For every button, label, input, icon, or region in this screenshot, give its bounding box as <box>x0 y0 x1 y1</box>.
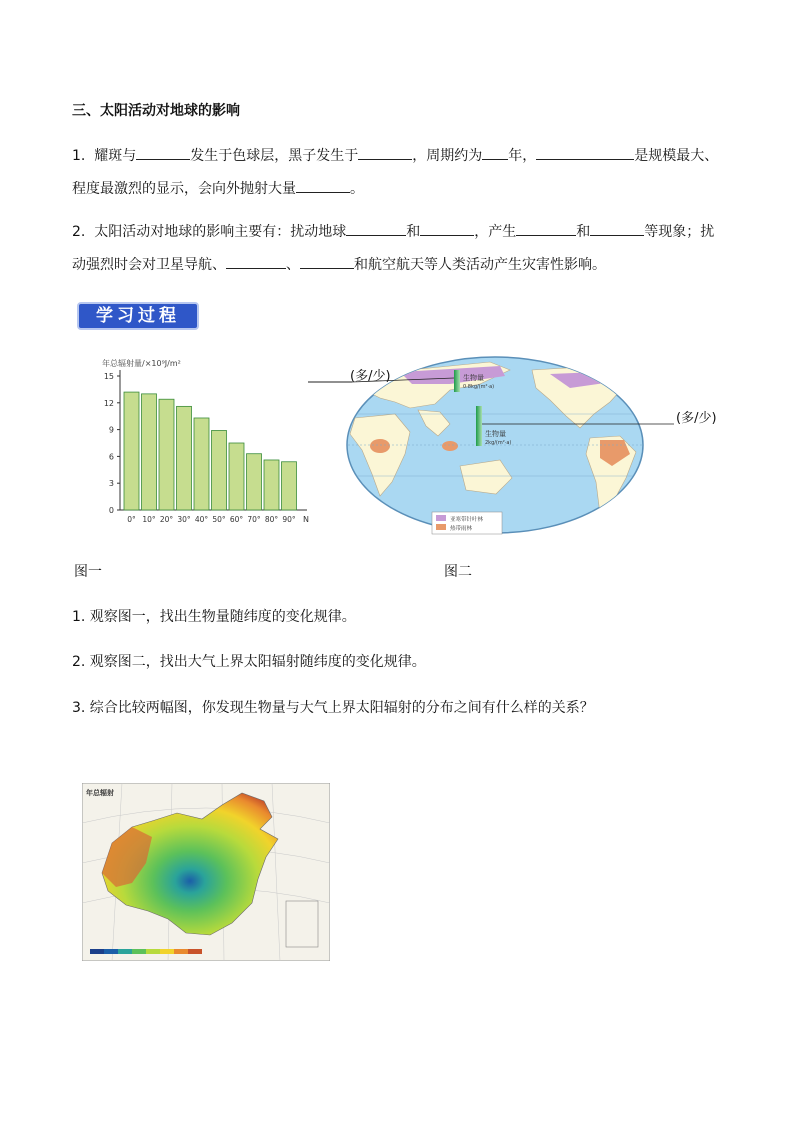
blank[interactable] <box>296 176 350 193</box>
blank[interactable] <box>136 143 190 160</box>
color-scale <box>90 949 202 954</box>
y-tick-label: 0 <box>108 506 114 515</box>
bar <box>159 399 174 510</box>
answer-label-south[interactable]: (多/少) <box>676 411 717 426</box>
q2-text: 等现象；扰 <box>644 224 715 240</box>
x-tick-label: 10° <box>142 515 156 524</box>
question-2: 2. 观察图二，找出大气上界太阳辐射随纬度的变化规律。 <box>72 654 426 670</box>
x-tick-label: 30° <box>177 515 191 524</box>
radiation-bar-chart <box>94 352 324 530</box>
blank[interactable] <box>226 252 286 269</box>
fill-question-1 <box>72 140 732 206</box>
q1-text: 是规模最大、 <box>634 148 719 164</box>
figure-1-caption: 图一 <box>74 564 102 580</box>
y-tick-label: 6 <box>108 452 114 462</box>
legend-swatch-boreal <box>436 515 446 521</box>
blank[interactable] <box>516 219 576 236</box>
blank[interactable] <box>536 143 634 160</box>
x-tick-label: 70° <box>247 515 261 524</box>
y-tick-label: 3 <box>108 479 114 489</box>
q2-text: 和 <box>406 224 421 240</box>
biomass-bar-south-label: 生物量 <box>485 430 506 438</box>
study-process-badge: 学习过程 <box>77 302 199 330</box>
x-tick-label: 90° <box>282 515 296 524</box>
bar <box>229 443 244 510</box>
question-1: 1. 观察图一，找出生物量随纬度的变化规律。 <box>72 609 356 625</box>
q2-text: ，产生 <box>474 224 517 240</box>
bar <box>177 406 192 510</box>
bar <box>142 394 157 510</box>
x-tick-label: 50° <box>212 515 226 524</box>
blank[interactable] <box>420 219 474 236</box>
y-tick-label: 9 <box>108 425 114 435</box>
biomass-bar-south-value: 2kg/(m²·a) <box>485 440 512 446</box>
biomass-bar-south <box>476 406 482 446</box>
figure-2-caption: 图二 <box>444 564 472 580</box>
legend-label-boreal: 亚寒带针叶林 <box>450 517 484 523</box>
q1-text: 耀斑与 <box>94 148 137 164</box>
x-tick-label: 80° <box>264 515 279 524</box>
q2-number: 2. <box>72 224 86 240</box>
q1-text: 年， <box>508 148 537 164</box>
biomass-bar-north-value: 0.8kg/(m²·a) <box>463 384 495 390</box>
y-tick-label: 15 <box>103 372 114 381</box>
blank[interactable] <box>300 252 354 269</box>
bar <box>247 454 262 510</box>
blank[interactable] <box>590 219 644 236</box>
q2-text: 和航空航天等人类活动产生灾害性影响。 <box>354 257 606 273</box>
bar <box>264 460 279 510</box>
rainforest-africa <box>370 439 390 453</box>
bar <box>282 462 297 510</box>
y-tick-label: 12 <box>103 398 114 408</box>
q2-text: 和 <box>576 224 591 240</box>
x-tick-label: 60° <box>229 515 244 524</box>
bar <box>212 430 227 510</box>
china-map-title: 年总辐射 <box>86 789 114 797</box>
x-tick-label: 40° <box>194 515 209 524</box>
q2-text: 、 <box>286 257 300 273</box>
biomass-bar-north <box>454 370 460 392</box>
q1-text: ，周期约为 <box>412 148 483 164</box>
biomass-bar-north-label: 生物量 <box>463 374 484 382</box>
q1-text: 发生于色球层，黑子发生于 <box>190 148 359 164</box>
x-tick-label: 20° <box>159 515 174 524</box>
section-heading: 三、太阳活动对地球的影响 <box>72 103 240 119</box>
china-radiation-map <box>82 783 330 961</box>
legend-swatch-rainforest <box>436 524 446 530</box>
q1-text: 程度最激烈的显示，会向外抛射大量 <box>72 181 296 197</box>
question-3: 3. 综合比较两幅图，你发现生物量与大气上界太阳辐射的分布之间有什么样的关系？ <box>72 700 594 716</box>
q1-number: 1. <box>72 148 86 164</box>
bar <box>194 418 209 510</box>
blank[interactable] <box>358 143 412 160</box>
chart-ylabel: 年总辐射量/×10⁹J/m² <box>102 359 181 368</box>
bar <box>124 392 139 510</box>
fill-question-2 <box>72 216 732 282</box>
x-tick-label: 0° <box>127 515 136 524</box>
q1-text: 。 <box>350 181 364 197</box>
q2-text: 动强烈时会对卫星导航、 <box>72 257 226 273</box>
answer-label-north[interactable]: (多/少) <box>350 369 391 384</box>
blank[interactable] <box>346 219 406 236</box>
world-biomass-map <box>300 354 740 538</box>
x-axis-label: N <box>303 515 309 524</box>
legend-label-rainforest: 热带雨林 <box>450 526 473 532</box>
rainforest-asia <box>442 441 458 451</box>
blank[interactable] <box>482 143 508 160</box>
q2-text: 太阳活动对地球的影响主要有：扰动地球 <box>94 224 347 240</box>
